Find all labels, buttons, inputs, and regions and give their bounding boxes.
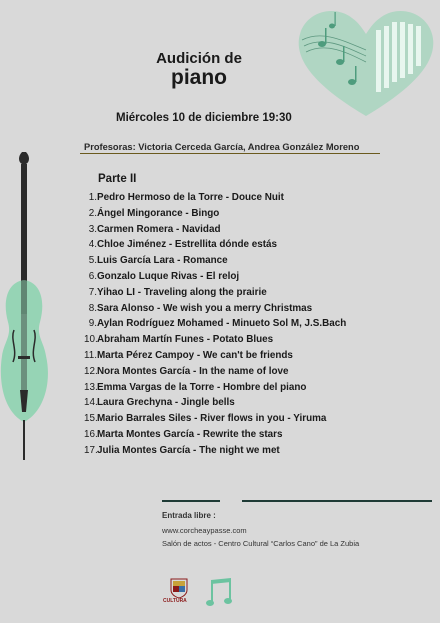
list-item bbox=[84, 380, 346, 396]
list-item bbox=[84, 427, 346, 443]
list-item bbox=[84, 443, 346, 459]
item-text: Yihao LI - Traveling along the prairie bbox=[97, 286, 267, 298]
list-item bbox=[84, 348, 346, 364]
item-text: Chloe Jiménez - Estrellita dónde estás bbox=[97, 239, 277, 251]
item-text: Luis García Lara - Romance bbox=[97, 255, 228, 267]
teachers-underline bbox=[80, 153, 380, 154]
item-text: Pedro Hermoso de la Torre - Douce Nuit bbox=[97, 192, 284, 203]
item-number: 8. bbox=[88, 302, 97, 314]
free-entry-label: Entrada libre : bbox=[162, 511, 216, 520]
cultura-logo bbox=[162, 576, 196, 610]
item-text: Ángel Mingorance - Bingo bbox=[97, 207, 220, 219]
item-text: Abraham Martín Funes - Potato Blues bbox=[97, 334, 274, 346]
list-item bbox=[84, 364, 346, 380]
item-number: 15. bbox=[84, 413, 98, 425]
list-item bbox=[84, 237, 346, 253]
item-number: 1. bbox=[88, 192, 97, 203]
item-number: 9. bbox=[88, 318, 97, 330]
event-date: Miércoles 10 de diciembre 19:30 bbox=[116, 112, 292, 124]
item-text: Gonzalo Luque Rivas - El reloj bbox=[97, 270, 240, 282]
list-item bbox=[84, 190, 346, 206]
list-item bbox=[84, 316, 346, 332]
item-text: Carmen Romera - Navidad bbox=[97, 223, 221, 235]
list-item bbox=[84, 253, 346, 269]
program-list bbox=[84, 190, 346, 459]
item-number: 11. bbox=[84, 349, 97, 361]
item-number: 5. bbox=[88, 255, 97, 267]
item-number: 4. bbox=[88, 239, 97, 251]
list-item bbox=[84, 332, 346, 348]
item-number: 13. bbox=[84, 381, 98, 393]
list-item bbox=[84, 395, 346, 411]
item-text: Mario Barrales Siles - River flows in you - Yiruma bbox=[97, 413, 327, 425]
item-number: 2. bbox=[88, 207, 97, 219]
list-item bbox=[84, 222, 346, 238]
list-item bbox=[84, 411, 346, 427]
footer-divider-left bbox=[162, 500, 220, 502]
cello-illustration bbox=[0, 150, 80, 480]
list-item bbox=[84, 269, 346, 285]
item-text: Marta Montes García - Rewrite the stars bbox=[97, 428, 283, 440]
item-text: Nora Montes García - In the name of love bbox=[97, 365, 289, 377]
music-notes-logo bbox=[205, 576, 235, 610]
part-heading: Parte II bbox=[98, 173, 137, 185]
list-item bbox=[84, 206, 346, 222]
list-item bbox=[84, 301, 346, 317]
item-number: 6. bbox=[88, 270, 97, 282]
item-number: 14. bbox=[84, 397, 98, 409]
item-text: Aylan Rodríguez Mohamed - Minueto Sol M, J.S.Bach bbox=[97, 318, 347, 330]
cultura-logo-text: CULTURA bbox=[163, 598, 187, 604]
item-text: Laura Grechyna - Jingle bells bbox=[97, 397, 235, 409]
item-number: 10. bbox=[84, 334, 98, 346]
footer-divider-right bbox=[242, 500, 432, 502]
item-text: Marta Pérez Campoy - We can't be friends bbox=[97, 349, 293, 361]
item-number: 16. bbox=[84, 428, 98, 440]
website-link[interactable]: www.corcheaypasse.com bbox=[162, 526, 247, 535]
list-item bbox=[84, 285, 346, 301]
venue-text: Salón de actos - Centro Cultural “Carlos Cano” de La Zubia bbox=[162, 539, 360, 548]
item-text: Sara Alonso - We wish you a merry Christmas bbox=[97, 302, 313, 314]
page-title-line1: Audición de bbox=[156, 50, 242, 67]
item-text: Julia Montes García - The night we met bbox=[97, 444, 280, 456]
item-text: Emma Vargas de la Torre - Hombre del piano bbox=[97, 381, 307, 393]
page-title-line2: piano bbox=[171, 66, 227, 89]
teachers-line: Profesoras: Victoria Cerceda García, Andrea González Moreno bbox=[84, 142, 360, 152]
item-number: 12. bbox=[84, 365, 98, 377]
item-number: 7. bbox=[88, 286, 97, 298]
item-number: 3. bbox=[88, 223, 97, 235]
item-number: 17. bbox=[84, 444, 98, 456]
